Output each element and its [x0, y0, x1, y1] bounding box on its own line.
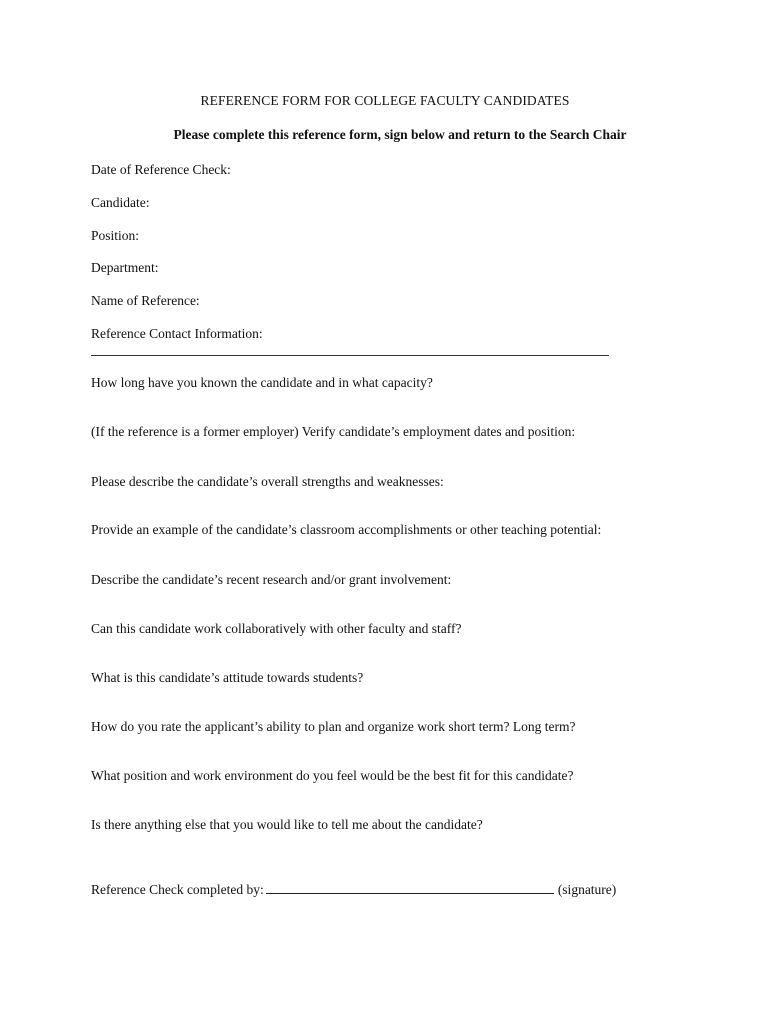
question-best-fit: What position and work environment do you feel would be the best fit for this candidate?	[91, 768, 574, 783]
field-department: Department:	[91, 260, 159, 275]
question-plan-organize: How do you rate the applicant’s ability to plan and organize work short term? Long term?	[91, 719, 576, 734]
question-known-candidate: How long have you known the candidate and in what capacity?	[91, 375, 433, 390]
question-classroom-accomplishments: Provide an example of the candidate’s classroom accomplishments or other teaching potential:	[91, 522, 602, 537]
form-title: REFERENCE FORM FOR COLLEGE FACULTY CANDIDATES	[200, 93, 570, 108]
field-name-of-reference: Name of Reference:	[91, 293, 200, 308]
signature-line	[91, 882, 616, 898]
signature-suffix: (signature)	[557, 882, 617, 897]
signature-label: Reference Check completed by:	[91, 882, 264, 897]
question-collaboration: Can this candidate work collaboratively with other faculty and staff?	[91, 621, 462, 636]
question-strengths-weaknesses: Please describe the candidate’s overall strengths and weaknesses:	[91, 474, 444, 489]
signature-blank	[266, 882, 554, 894]
field-date-of-reference-check: Date of Reference Check:	[91, 162, 231, 177]
field-reference-contact-information: Reference Contact Information:	[91, 326, 263, 341]
field-position: Position:	[91, 228, 140, 243]
form-subtitle: Please complete this reference form, sign below and return to the Search Chair	[173, 127, 627, 142]
question-attitude-students: What is this candidate’s attitude towards students?	[91, 670, 364, 685]
question-employment-dates: (If the reference is a former employer) Verify candidate’s employment dates and position:	[91, 424, 576, 439]
question-anything-else: Is there anything else that you would like to tell me about the candidate?	[91, 817, 483, 832]
question-research-grant: Describe the candidate’s recent research and/or grant involvement:	[91, 572, 452, 587]
contact-info-underline	[91, 355, 609, 356]
field-candidate: Candidate:	[91, 195, 150, 210]
